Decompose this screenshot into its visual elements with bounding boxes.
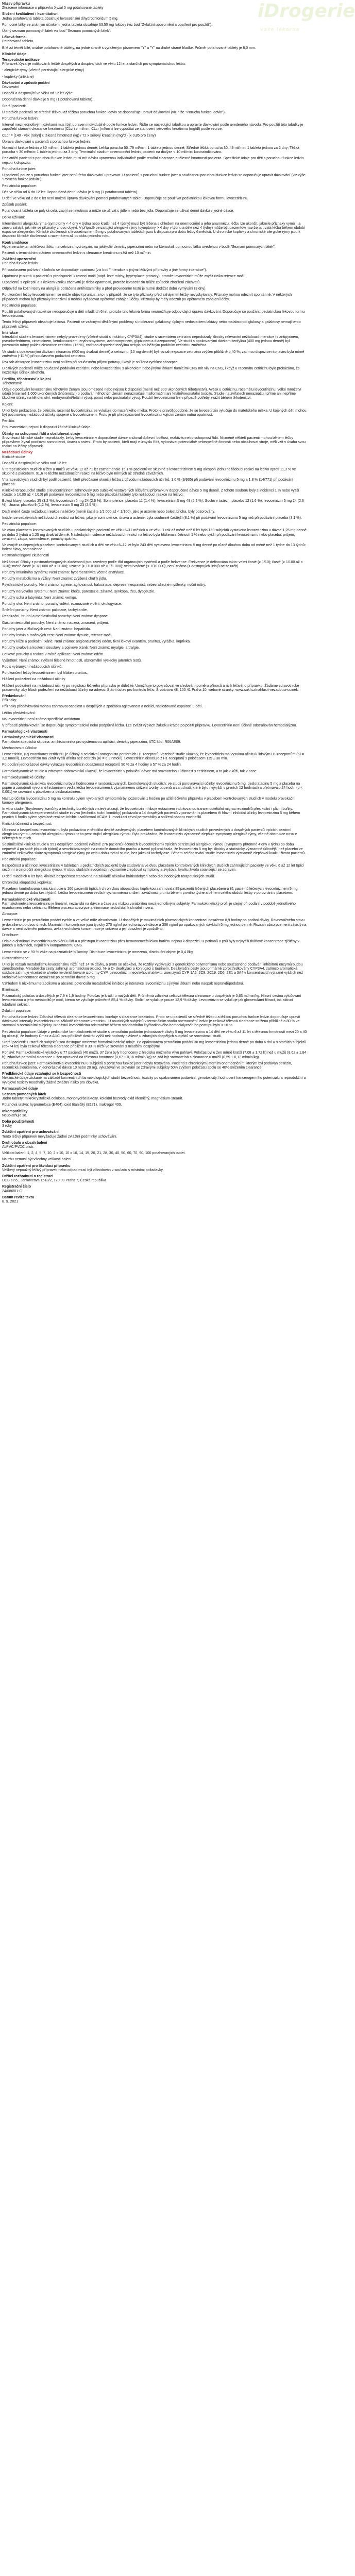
paragraph: Gastrointestinální poruchy: Není známo: nauzea, zvracení, průjem. <box>2 621 109 625</box>
document-section <box>2 736 307 895</box>
section-heading: Zvláštní upozornění <box>2 258 37 262</box>
watermark-tagline: vaše lékárna <box>260 27 300 32</box>
paragraph: Levocetirizin, (R) enantiomer cetirizinu, je účinný a selektivní antagonista periferních H1-receptorů. Vazebné studie ukázaly, že levocetirizin má vysokou afinitu k lidským H1-receptorům (Ki = 3,2 nmol/l). Levocetirizin má 2krát vyšší afinitu než cetirizin (Ki = 6,3 nmol/l). Levocetirizin disociuje z H1-receptorů s poločasem 115 ± 38 min. <box>2 753 305 761</box>
paragraph: Interakční studie s levocetirizinem nebyly provedeny (včetně studií s induktory CYP3A4); studie s racemátem cetirizinu neprokázaly klinicky relevantní nežádoucí interakce (s antipyrinem, pseudoefedrinem, cimetidinem, ketokonazolem, erythromycinem, azithromycinem, glipizidem a diazepamem). Ve studii s opakovanými dávkami teofylinu (400 mg jednou denně) byl pozorován mírný pokles clearance cetirizinu (16 %), zatímco dispozice teofylinu nebyla souběžným podáním cetirizinu změněna. <box>2 335 300 348</box>
paragraph: Poruchy nervového systému: Není známo: křeče, parestezie, závratě, synkopa, třes, dysgeuzie. <box>2 589 155 594</box>
paragraph: Příznaky: <box>2 699 18 703</box>
paragraph: Distribuce: <box>2 933 20 937</box>
paragraph: Léčba předávkování: <box>2 711 36 715</box>
paragraph: Zvláštní populace: <box>2 1009 31 1013</box>
paragraph: Pediatrická populace: <box>2 858 37 862</box>
paragraph: Bolest hlavy: placebo 25 (3,2 %), levocetirizin 5 mg 24 (2,6 %); Somnolence: placebo 11 (1,4 %), levocetirizin 5 mg 49 (5,2 %); Sucho v ústech: placebo 12 (1,6 %), levocetirizin 5 mg 24 (2,6 %); Únava: placebo 9 (1,2 %), levocetirizin 5 mg 23 (2,5 %). <box>2 499 305 507</box>
paragraph: Poruchy svalové a kosterní soustavy a pojivové tkáně: Není známo: myalgie, artralgie. <box>2 646 140 650</box>
paragraph: Odpověď na kožní testy na alergii je potlačena antihistaminiky a před provedením testů je nutné dodržet dobu vymývání (3 dny). <box>2 287 207 291</box>
paragraph: U lidí je rozsah metabolismu levocetirizinu nižší než 14 % dávky, a proto se očekává, že rozdíly vyplývající z genetického polymorfismu nebo současného podávání inhibitorů enzymů budou zanedbatelné. Metabolické cesty zahrnují aromatickou oxidaci, N- a O- dealkylaci a konjugaci s taurinem. Dealkylační cesty jsou primárně zprostředkovány CYP3A4, zatímco aromatická oxidace zahrnuje vícečetné a/nebo neidentifikované izoformy CYP. Levocetirizin neovlivňoval aktivitu izoenzymů CYP 1A2, 2C9, 2C19, 2D6, 2E1 a 3A4 v koncentracích výrazně vyšších než vrcholové koncentrace dosažené po perorální dávce 5 mg. <box>2 962 305 979</box>
paragraph: Starší pacienti: <box>2 104 26 108</box>
document-section <box>2 432 307 449</box>
document-section <box>2 1110 307 1118</box>
section-heading: Interakce <box>2 331 18 335</box>
paragraph: 8. 9. 2021 <box>2 1200 19 1204</box>
paragraph: Farmakokinetika levocetirizinu je lineární, nezávislá na dávce a čase a s nízkou variabilitou mezi jednotlivými subjekty. Farmakokinetický profil je stejný při podání v podobě jednotlivého enantiomeru nebo cetirizinu. Během procesu absorpce a eliminace nedochází k chirální inverzi. <box>2 902 297 910</box>
section-heading: Farmaceutické údaje <box>2 1087 38 1091</box>
paragraph: Porucha funkce ledvin: <box>2 262 39 266</box>
paragraph: Biotransformace: <box>2 956 29 960</box>
paragraph: Eliminace: <box>2 988 19 992</box>
document-section <box>2 1141 307 1162</box>
paragraph: Příznaky předávkování mohou zahrnovat ospalost u dospělých a zpočátku agitovanost a neklid, následované ospalostí u dětí. <box>2 705 203 709</box>
paragraph: Absorpce: <box>2 912 19 917</box>
section-heading: Seznam pomocných látek <box>2 1093 46 1097</box>
document-section <box>2 1130 307 1139</box>
paragraph: Velikost balení: 1, 2, 4, 5, 7, 10, 2 x 10, 10 x 10, 14, 15, 20, 21, 28, 30, 40, 50, 60, 70, 90, 100 potahovaných tablet. <box>2 1151 186 1156</box>
paragraph: Tento léčivý přípravek nevyžaduje žádné zvláštní podmínky uchovávání. <box>2 1134 117 1139</box>
section-heading: Farmakologické vlastnosti <box>2 730 47 734</box>
paragraph: 3 roky <box>2 1124 12 1128</box>
paragraph: V případě předávkování se doporučuje symptomatická nebo podpůrná léčba. Lze zvážit výplach žaludku krátce po požití přípravku. Levocetirizin není účinně odstraňován hemodialýzou. <box>2 724 297 727</box>
document-section <box>2 1196 307 1204</box>
paragraph: Postmarketingové zkušenosti <box>2 554 49 558</box>
section-heading: Dávkování a způsob podání <box>2 81 50 85</box>
paragraph: 24/086/01-C <box>2 1189 22 1193</box>
paragraph: Bezpečnost a účinnost levocetirizinu v tabletách u pediatrických pacientů byla studována ve dvou placebem kontrolovaných klinických studiích zahrnujících pacienty ve věku 6 až 12 let trpící sezónní a celoroční alergickou rýmou. V obou studiích levocetirizin významně zlepšoval symptomy a zvyšoval kvalitu života související se zdravím. <box>2 864 305 872</box>
paragraph: Přípravek Xyzal je indikován k léčbě dospělých a dospívajících ve věku 12 let a starších pro symptomatickou léčbu: <box>2 62 186 66</box>
paragraph: Poruchy ledvin a močových cest: Není známo: dysurie, retence moči. <box>2 633 112 637</box>
paragraph: Rozsah absorpce levocetirizinu není snížen při současném příjmu potravy, i když je snížena rychlost absorpce. <box>2 361 179 364</box>
document-section <box>2 1087 307 1091</box>
document-section <box>2 53 307 57</box>
document-section <box>2 1120 307 1128</box>
paragraph: Farmakodynamické účinky: <box>2 775 46 779</box>
paragraph: U lidí bylo prokázáno, že cetirizin, racemát levocetirizinu, se vylučuje do mateřského mléka. Proto je pravděpodobné, že se levocetirizin vylučuje do mateřského mléka. U kojených dětí mohou být pozorovány nežádoucí účinky spojené s levocetirizinem. Proto je při předepisování levocetirizinu kojícím ženám nutná opatrnost. <box>2 409 308 417</box>
paragraph: Intermitentní alergická rýma (symptomy < 4 dny v týdnu nebo kratší než 4 týdny) musí být léčena s ohledem na onemocnění a jeho anamnézu; léčbu lze ukončit, jakmile příznaky vymizí, a znovu zahájit, jakmile se příznaky znovu objeví. V případě perzistující alergické rýmy (symptomy > 4 dny v týdnu a déle než 4 týdny) může být pacientovi navržena trvalá léčba během období expozice alergenům. Klinické zkušenosti s levocetirizinem 5 mg v potahovaných tabletách jsou k dispozici pro dobu léčby 6 měsíců. U chronické kopřivky a chronické alergické rýmy jsou k dispozici klinické zkušenosti s racemátem až po dobu jednoho roku. <box>2 222 307 239</box>
paragraph: Pediatrická populace: Údaje z pediatrické farmakokinetické studie s perorálním podáním jednorázové dávky 5 mg levocetirizinu u 14 dětí ve věku 6 až 11 let s tělesnou hmotností mezi 20 a 40 kg ukazují, že hodnoty Cmax a AUC jsou přibližně dvakrát vyšší než hodnoty hlášené u zdravých dospělých subjektů ve srovnávací studii. <box>2 1030 308 1038</box>
paragraph: Klinická účinnost a bezpečnost: <box>2 822 53 826</box>
paragraph: Ve dvou placebem kontrolovaných studiích u pediatrických pacientů ve věku 6–11 měsíců a ve věku 1 rok až méně než 6 let bylo 159 subjektů vystaveno levocetirizinu v dávce 1,25 mg denně po dobu 2 týdnů a 1,25 mg dvakrát denně. Následující incidence nežádoucích reakcí na léčivo byla hlášena s četností 1 % nebo vyšší při podávání levocetirizinu nebo placeba: průjem, zvracení, zácpa, somnolence, poruchy spánku. <box>2 529 308 541</box>
paragraph: Po podání jednorázové dávky vykazuje levocetirizin obsazenost receptorů 90 % za 4 hodiny a 57 % za 24 hodin. <box>2 763 182 767</box>
document-body <box>2 2 307 2576</box>
paragraph: V terapeutických studiích u žen a mužů ve věku 12 až 71 let zaznamenalo 15,1 % pacientů ve skupině s levocetirizinem 5 mg alespoň jednu nežádoucí reakci na léčivo oproti 11,3 % ve skupině s placebem. 91,6 % těchto nežádoucích reakcí na léčivo bylo mírných až středně závažných. <box>2 468 297 476</box>
section-heading: Inkompatibility <box>2 1109 28 1113</box>
paragraph: Šestiměsíční klinická studie u 551 dospělých pacientů (včetně 276 pacientů léčených levocetirizinem) trpících perzistující alergickou rýmou (symptomy přítomné 4 dny v týdnu po dobu nejméně 4 po sobě jdoucích týdnů) a senzibilizovaných na roztoče domácího prachu a travní pyl prokázala, že levocetirizin 5 mg byl klinicky a statisticky významně účinnější než placebo ve zmírnění celkového skóre symptomů alergické rýmy po celou dobu trvání studie, bez jakékoli tachyfylaxe. Během celého trvání studie levocetirizin významně zlepšoval kvalitu života pacientů. <box>2 843 306 855</box>
paragraph: Pacienti s terminálním stádiem onemocnění ledvin s clearance kreatininu nižší než 10 ml/min. <box>2 251 151 255</box>
paragraph: Po ukončení léčby levocetirizinem byl hlášen pruritus. <box>2 671 88 675</box>
paragraph: Klinické studie <box>2 455 25 459</box>
document-section <box>2 730 307 734</box>
paragraph: Pohlaví: Farmakokinetické výsledky u 77 pacientů (40 mužů, 37 žen) byly hodnoceny z hlediska možného vlivu pohlaví. Poločas byl u žen mírně kratší (7,08 ± 1,72 h) než u mužů (8,62 ± 1,84 h); zdánlivá perorální clearance u žen upravená na tělesnou hmotnost (0,67 ± 0,16 ml/min/kg) se zdá být srovnatelná s clearance u mužů (0,59 ± 0,12 ml/min/kg). <box>2 1051 308 1059</box>
paragraph: Chronická idiopatická kopřivka: <box>2 880 52 885</box>
paragraph: Úprava dávkování u pacientů s poruchou funkce ledvin: <box>2 140 91 144</box>
paragraph: Porucha funkce ledvin: Zdánlivá tělesná clearance levocetirizinu koreluje s clearance kreatininu. Proto se u pacientů se středně těžkou a těžkou poruchou funkce ledvin doporučuje upravit dávkovací intervaly levocetirizinu na základě clearance kreatininu. U anurických subjektů v terminálním stadiu onemocnění ledvin je celková tělesná clearance snížena přibližně o 80 % ve srovnání s normálními subjekty. Množství levocetirizinu odstraněné během standardního čtyřhodinového hemodialyzačního postupu bylo < 10 %. <box>2 1015 301 1028</box>
paragraph: CLcr = [140 - věk (roky)] x tělesná hmotnost (kg) / 72 x sérový kreatinin (mg/dl) (x 0,85 pro ženy) <box>2 133 156 138</box>
paragraph: Psychiatrické poruchy: Není známo: agrese, agitovanost, halucinace, deprese, nespavost, sebevražedné myšlenky, noční můry. <box>2 583 206 587</box>
paragraph: Na levocetirizin není známo specifické antidotum. <box>2 717 81 721</box>
section-heading: Zvláštní opatření pro uchovávání <box>2 1130 59 1134</box>
paragraph: - alergické rýmy (včetně perzistující alergické rýmy) <box>2 69 84 73</box>
paragraph: Děti ve věku od 6 do 12 let: Doporučená denní dávka je 5 mg (1 potahovaná tableta). <box>2 190 138 194</box>
paragraph: Úplný seznam pomocných látek viz bod "Seznam pomocných látek". <box>2 29 111 33</box>
paragraph: Ve studii s opakovanými dávkami ritonaviru (600 mg dvakrát denně) a cetirizinu (10 mg denně) byl rozsah expozice cetirizinu zvýšen přibližně o 40 %, zatímco dispozice ritonaviru byla mírně změněna (-11 %) při současném podávání cetirizinu. <box>2 350 306 358</box>
paragraph: Farmakodynamická aktivita levocetirizinu byla hodnocena v randomizovaných, kontrolovaných studiích: ve studii porovnávající účinky levocetirizinu 5 mg, desloratadinu 5 mg a placeba na pupen a zarudnutí vyvolané histaminem vedla léčba levocetirizinem k významnému snížení tvorby pupenů a zarudnutí, které bylo nejvyšší v prvních 12 hodinách a přetrvávalo 24 hodin (p < 0,001) ve srovnání s placebem a desloratadinem. <box>2 782 304 794</box>
paragraph: Jedna potahovaná tableta obsahuje levocetirizini dihydrochloridum 5 mg. <box>2 16 119 21</box>
paragraph: Respirační, hrudní a mediastinální poruchy: Není známo: dyspnoe. <box>2 615 109 619</box>
paragraph: Celkové poruchy a reakce v místě aplikace: Není známo: edém. <box>2 652 105 656</box>
paragraph: U pacientů pouze s poruchou funkce jater není třeba dávkování upravovat. U pacientů s poruchou funkce jater a současnou poruchou funkce ledvin se doporučuje upravit dávkování (viz výše "Porucha funkce ledvin"). <box>2 174 307 182</box>
document-section <box>2 1093 307 1108</box>
paragraph: Délka užívání: <box>2 215 25 219</box>
paragraph: U citlivých pacientů může současné podávání cetirizinu nebo levocetirizinu s alkoholem nebo jinými látkami tlumícími CNS mít vliv na CNS, i když u racemátu cetirizinu bylo prokázáno, že nezesiluje účinek alkoholu. <box>2 367 301 375</box>
paragraph: Potahovaná tableta. <box>2 40 35 44</box>
paragraph: Jádro tablety: mikrokrystalická celulosa, monohydrát laktosy, koloidní bezvodý oxid křemičitý, magnesium-stearát. <box>2 1097 183 1101</box>
paragraph: Kojení: <box>2 402 13 406</box>
document-section <box>2 1175 307 1183</box>
section-heading: Datum revize textu <box>2 1195 35 1199</box>
paragraph: Porucha funkce jater: <box>2 167 37 171</box>
paragraph: Pediatričtí pacienti s poruchou funkce ledvin musí mít dávku upravenou individuálně podle renální clearance a tělesné hmotnosti pacienta. Specifické údaje pro děti s poruchou funkce ledvin nejsou k dispozici. <box>2 157 305 165</box>
paragraph: Pediatrická populace: <box>2 303 37 308</box>
paragraph: UCB s.r.o., Jankovcova 1518/2, 170 00 Praha 7, Česká republika <box>2 1179 106 1183</box>
paragraph: Účinnost a bezpečnost levocetirizinu byla prokázána v několika dvojitě zaslepených, placebem kontrolovaných klinických studiích provedených u dospělých pacientů trpících sezónní alergickou rýmou, celoroční alergickou rýmou nebo perzistující alergickou rýmou. Bylo prokázáno, že levocetirizin významně zlepšuje symptomy alergické rýmy, včetně obstrukce nosu v některých studiích. <box>2 828 298 841</box>
paragraph: U pacientů s epilepsií a s rizikem vzniku záchvatů je třeba opatrnosti, protože levocetirizin může způsobit zhoršení záchvatů. <box>2 280 201 284</box>
paragraph: Dospělí a dospívající ve věku nad 12 let: <box>2 461 67 465</box>
paragraph: Poruchy metabolismu a výživy: Není známo: zvýšená chuť k jídlu. <box>2 577 107 581</box>
paragraph: Srovnávací klinické studie neprokázaly, že by levocetirizin v doporučené dávce snižoval duševní bdělost, reaktivitu nebo schopnost řídit. Nicméně někteří pacienti mohou během léčby přípravkem Xyzal pociťovat somnolenci, únavu a astenii. Proto by pacienti, kteří mají v úmyslu řídit, vykonávat potenciálně nebezpečné činnosti nebo obsluhovat stroje, měli vzít v úvahu svou reakci na léčivý přípravek. <box>2 436 307 449</box>
paragraph: Potahová vrstva: hypromelosa (E464), oxid titaničitý (E171), makrogol 400. <box>2 1103 122 1107</box>
document-section <box>2 81 307 239</box>
document-section <box>2 451 307 692</box>
paragraph: Hlášení podezření na nežádoucí účinky po registraci léčivého přípravku je důležité. Umožňuje to pokračovat ve sledování poměru přínosů a rizik léčivého přípravku. Žádáme zdravotnické pracovníky, aby hlásili podezření na nežádoucí účinky na adresu: Státní ústav pro kontrolu léčiv, Šrobárova 48, 100 41 Praha 10, webové stránky: www.sukl.cz/nahlasit-nezadouci-ucinek. <box>2 684 300 692</box>
paragraph: Mechanismus účinku: <box>2 746 37 750</box>
paragraph: Ve dvojitě zaslepených placebem kontrolovaných studiích u dětí ve věku 6–12 let bylo 243 dětí vystaveno levocetirizinu 5 mg denně po různě dlouhou dobu od méně než 1 týdne do 13 týdnů: bolest hlavy, somnolence. <box>2 543 307 552</box>
paragraph: Hlášení podezření na nežádoucí účinky <box>2 677 65 682</box>
document-section <box>2 1185 307 1193</box>
paragraph: Hypersenzitivita na léčivou látku, na cetirizin, hydroxyzin, na jakékoliv deriváty piperazinu nebo na kteroukoli pomocnou látku uvedenou v bodě "Seznam pomocných látek". <box>2 245 276 249</box>
paragraph: - kopřivky (urtikárie) <box>2 75 34 79</box>
paragraph: Porucha funkce jater: Farmakokinetika levocetirizinu u subjektů s poruchou funkce jater nebyla testována. Pacienti s chronickým jaterním onemocněním, kterým byl podáván cetirizin, racemická sloučenina, v jednorázové dávce 10 nebo 20 mg, vykazovali ve srovnání se zdravými subjekty 50% zvýšení poločasu spolu se 40% snížením clearance. <box>2 1061 293 1070</box>
paragraph: Levocetirizin je po perorálním podání rychle a ve velké míře absorbován. U dospělých je maximálních plazmatických koncentrací dosaženo 0,9 hodiny po podání dávky. Rovnovážného stavu je dosaženo po dvou dnech. Maximální koncentrace jsou typicky 270 ng/ml po jednorázové dávce a 308 ng/ml po opakovaných dávkách 5 mg jednou denně. Rozsah absorpce není závislý na dávce a není ovlivněn potravou, avšak vrcholová koncentrace je snížena a její dosažení je zpožděno. <box>2 919 308 931</box>
section-heading: Kontraindikace <box>2 241 28 245</box>
section-heading: Složení kvalitativní i kvantitativní <box>2 12 59 16</box>
section-heading: Název přípravku <box>2 2 30 6</box>
paragraph: Farmakodynamické studie u zdravých dobrovolníků ukazují, že levocetirizin v poloviční dávce má srovnatelnou účinnost s cetirizinem, a to jak v kůži, tak v nose. <box>2 769 258 773</box>
paragraph: Al/PVC/PVDC blistr. <box>2 1145 35 1149</box>
section-heading: Držitel rozhodnutí o registraci <box>2 1175 54 1179</box>
section-heading: Léková forma <box>2 36 26 40</box>
document-section <box>2 2 307 10</box>
paragraph: Srdeční poruchy: Není známo: palpitace, tachykardie. <box>2 608 88 613</box>
paragraph: U starších pacientů se středně těžkou až těžkou poruchou funkce ledvin se doporučuje upravit dávkování (viz níže "Porucha funkce ledvin"). <box>2 110 226 114</box>
document-section <box>2 694 307 728</box>
paragraph: Veškerý nepoužitý léčivý přípravek nebo odpad musí být zlikvidován v souladu s místními požadavky. <box>2 1168 164 1172</box>
paragraph: Nástup účinku levocetirizinu 5 mg na kontrolu pylem vyvolaných symptomů byl pozorován 1 hodinu po užití léčivého přípravku v placebem kontrolovaných studiích v modelu provokační komory alergenem. <box>2 796 297 805</box>
document-section <box>2 12 307 33</box>
paragraph: Farmakoterapeutická skupina: antihistaminika pro systémovou aplikaci, deriváty piperazinu, ATC kód: R06AE09. <box>2 740 181 744</box>
section-heading: Farmakodynamické vlastnosti <box>2 736 54 740</box>
watermark-logo: iDrogerie <box>258 1 355 22</box>
paragraph: Porucha funkce ledvin: <box>2 117 39 121</box>
section-heading: Předklinické údaje vztahující se k bezpečnosti <box>2 1072 81 1076</box>
paragraph: Interval mezi jednotlivými dávkami musí být upraven individuálně podle funkce ledvin. Řiďte se následující tabulkou a upravte dávkování podle uvedeného návodu. Pro použití této tabulky je zapotřebí stanovit clearance kreatininu (CLcr) v ml/min. CLcr (ml/min) lze vypočítat ze stanovení sérového kreatininu (mg/dl) podle vzorce: <box>2 123 305 131</box>
document-section <box>2 241 307 256</box>
paragraph: Plazmatický poločas u dospělých je 7,9 ± 1,9 hodiny. Poločas je kratší u malých dětí. Průměrná zdánlivá celková tělesná clearance u dospělých je 0,63 ml/min/kg. Hlavní cestou vylučování levocetirizinu a jeho metabolitů je moč, kterou se vylučuje průměrně 85,4 % dávky. Stolicí se vylučuje pouze 12,9 % dávky. Levocetirizin se vylučuje jak glomerulární filtrací, tak aktivní tubulární sekrecí. <box>2 994 302 1007</box>
document-section <box>2 1072 307 1085</box>
document-section <box>2 378 307 430</box>
paragraph: Pediatrická populace: <box>2 184 37 188</box>
section-heading: Nežádoucí účinky <box>2 451 33 455</box>
section-heading: Účinky na schopnost řídit a obsluhovat stroje <box>2 432 80 436</box>
paragraph: Klinické terapeutické studie s levocetirizinem zahrnovaly 935 subjektů vystavených léčivému přípravku v doporučené dávce 5 mg denně. Z tohoto souboru byly s incidencí 1 % nebo vyšší (časté: ≥ 1/100 až < 1/10) při podávání levocetirizinu 5 mg nebo placeba hlášeny tyto nežádoucí reakce na léčivo: <box>2 488 300 497</box>
paragraph: Tento léčivý přípravek obsahuje laktosu. Pacienti se vzácnými dědičnými problémy s intolerancí galaktosy, úplným nedostatkem laktázy nebo malabsorpcí glukosy a galaktosy nemají tento přípravek užívat. <box>2 320 302 329</box>
paragraph: Pomocné látky se známým účinkem: jedna tableta obsahuje 63,50 mg laktosy (viz bod "Zvláštní upozornění a opatření pro použití"). <box>2 23 213 27</box>
paragraph: Na trhu nemusí být všechny velikosti balení. <box>2 1158 73 1162</box>
paragraph: Nežádoucí účinky z postmarketingových zkušeností jsou uvedeny podle tříd orgánových systémů a podle frekvence. Frekvence je definována takto: velmi časté (≥ 1/10); časté (≥ 1/100 až < 1/10); méně časté (≥ 1/1 000 až < 1/100); vzácné (≥ 1/10 000 až < 1/1 000); velmi vzácné (< 1/10 000), není známo (z dostupných údajů nelze určit). <box>2 560 304 568</box>
section-heading: Zvláštní opatření pro likvidaci přípravku <box>2 1164 71 1168</box>
paragraph: Vzhledem k nízkému metabolismu a absenci potenciálu metabolické inhibice je interakce levocetirizinu s jinými látkami nebo naopak nepravděpodobná. <box>2 981 244 986</box>
paragraph: Levocetirizin se z 90 % váže na plazmatické bílkoviny. Distribuce levocetirizinu je omezená, distribuční objem je 0,4 l/kg. <box>2 950 194 954</box>
paragraph: U dětí ve věku od 2 do 6 let není možná úprava dávkování pomocí potahovaných tablet. Doporučuje se používat pediatrickou lékovou formu levocetirizinu. <box>2 196 248 200</box>
paragraph: Pediatrická populace: <box>2 522 37 527</box>
paragraph: Potahovaná tableta se polyká celá, zapíjí se tekutinou a může se užívat s jídlem nebo bez jídla. Doporučuje se užívat denní dávku v jedné dávce. <box>2 209 234 213</box>
paragraph: V terapeutických studiích byl podíl pacientů, kteří předčasně ukončili léčbu z důvodu nežádoucích účinků, 1,0 % (9/935) při podávání levocetirizinu 5 mg a 1,8 % (14/771) při podávání placeba. <box>2 478 294 486</box>
paragraph: Bílé až téměř bílé, oválné potahované tablety, na jedné straně s vyraženým písmenem "Y" a "Y" na druhé straně hladké. Průměr potahované tablety je 8,0 mm. <box>2 46 256 50</box>
paragraph: Další méně časté nežádoucí reakce na léčivo (méně časté ≥ 1/1 000 až < 1/100), jako je astenie nebo bolest břicha, byly pozorovány. <box>2 510 215 514</box>
section-heading: Doba použitelnosti <box>2 1120 35 1124</box>
document-section <box>2 898 307 1071</box>
paragraph: Použití potahovaných tablet se nedoporučuje u dětí mladších 6 let, protože tato léková forma neumožňuje odpovídající úpravu dávkování. Doporučuje se používat pediatrickou lékovou formu levocetirizinu. <box>2 310 306 318</box>
section-heading: Klinické údaje <box>2 52 27 56</box>
document-section <box>2 331 307 376</box>
section-heading: Farmakokinetické vlastnosti <box>2 897 50 902</box>
document-section <box>2 36 307 50</box>
paragraph: Dávkování <box>2 86 20 90</box>
paragraph: Normální funkce ledvin ≥ 80 ml/min: 1 tableta jednou denně; Lehká porucha 50–79 ml/min: 1 tableta jednou denně; Středně těžká porucha 30–49 ml/min: 1 tableta jednou za 2 dny; Těžká porucha < 30 ml/min: 1 tableta jednou za 3 dny; Terminální stadium onemocnění ledvin, pacienti na dialýze < 10 ml/min: kontraindikováno. <box>2 146 300 155</box>
document-section <box>2 1164 307 1173</box>
paragraph: Pro levocetirizin nejsou k dispozici žádné klinické údaje. <box>2 426 92 430</box>
paragraph: Dospělí a dospívající ve věku od 12 let výše: <box>2 92 74 96</box>
paragraph: Těhotenství: <box>2 381 22 385</box>
paragraph: Vyšetření: Není známo: zvýšení tělesné hmotnosti, abnormální výsledky jaterních testů. <box>2 658 142 663</box>
paragraph: Při současném požívání alkoholu se doporučuje opatrnost (viz bod "Interakce s jinými léčivými přípravky a jiné formy interakce"). <box>2 268 207 272</box>
paragraph: U dětí mladších 6 let byla klinická bezpečnost stanovena na základě několika krátkodobých nebo dlouhodobých terapeutických studií. <box>2 874 215 878</box>
section-heading: Fertilita, těhotenství a kojení <box>2 377 51 381</box>
paragraph: Neklinické údaje získané na základě konvenčních farmakologických studií bezpečnosti, toxicity po opakovaném podávání, genotoxicity, hodnocení kancerogenního potenciálu a reprodukční a vývojové toxicity neodhalily žádné zvláštní riziko pro člověka. <box>2 1076 307 1084</box>
paragraph: In vitro studie (Boydenovy komůrky a techniky buněčných vrstev) ukazují, že levocetirizin inhibuje eotaxinem indukovanou transendoteliální migraci eozinofilů přes kožní i plicní buňky. Farmakodynamická experimentální studie in vivo (technika kožní komůrky) prokázala u 14 dospělých pacientů v porovnání s placebem tři hlavní inhibiční účinky levocetirizinu 5 mg během prvních 6 hodin pylem vyvolané reakce: inhibici uvolňování VCAM-1, modulaci cévní permeability a snížení náboru eozinofilů. <box>2 807 301 820</box>
paragraph: Údaje o podávání levocetirizinu těhotným ženám jsou omezené nebo nejsou k dispozici (méně než 300 ukončených těhotenství). Avšak u cetirizinu, racemátu levocetirizinu, velké množství údajů (více než 1 000 ukončených těhotenství) o podávání těhotným ženám nenaznačuje malformační ani fetální/neonatální toxicitu. Studie na zvířatech nenaznačují přímé ani nepřímé škodlivé účinky na těhotenství, embryonální/fetální vývoj, porod nebo postnatální vývoj. Použití levocetirizinu lze v případě potřeby zvážit během těhotenství. <box>2 388 302 400</box>
paragraph: Údaje o distribuci levocetirizinu do tkání u lidí a o přestupu levocetirizinu přes hematoencefalickou bariéru nejsou k dispozici. U potkanů a psů byly nejvyšší tkáňové koncentrace zjištěny v játrech a ledvinách, nejnižší v kompartmentu CNS. <box>2 940 300 948</box>
paragraph: Popis vybraných nežádoucích účinků: <box>2 665 63 669</box>
paragraph: Starší pacienti: U starších subjektů jsou dostupné omezené farmakokinetické údaje. Po opakovaném perorálním podání 30 mg levocetirizinu jednou denně po dobu 6 dní u 9 starších subjektů (65–74 let) byla celková tělesná clearance přibližně o 33 % nižší ve srovnání s mladšími dospělými. <box>2 1040 307 1049</box>
paragraph: Neuplatňuje se. <box>2 1113 27 1117</box>
document-section <box>2 258 307 329</box>
paragraph: Poruchy imunitního systému: Není známo: hypersenzitivita včetně anafylaxe. <box>2 570 125 574</box>
paragraph: Doporučená denní dávka je 5 mg (1 potahovaná tableta). <box>2 98 94 102</box>
section-heading: Terapeutické indikace <box>2 58 40 62</box>
paragraph: Opatrnost je nutná u pacientů s predispozicí k retenci moči (např. léze míchy, hyperplazie prostaty), protože levocetirizin může zvýšit riziko retence moči. <box>2 274 246 278</box>
paragraph: Fertilita: <box>2 419 15 423</box>
paragraph: Zkrácené informace o přípravku Xyzal 5 mg potahované tablety <box>2 6 104 10</box>
paragraph: Po ukončení léčby levocetirizinem se může objevit pruritus, a to i v případě, že se tyto příznaky před zahájením léčby nevyskytovaly. Příznaky mohou odeznít spontánně. V některých případech mohou být příznaky intenzivní a mohou vyžadovat opětovné zahájení léčby. Příznaky by měly odeznít po opětovném zahájení léčby. <box>2 293 293 301</box>
section-heading: Registrační číslo <box>2 1185 31 1189</box>
document-section <box>2 58 307 79</box>
section-heading: Předávkování <box>2 694 26 698</box>
section-heading: Druh obalu a obsah balení <box>2 1141 47 1145</box>
paragraph: Způsob podání: <box>2 203 27 207</box>
paragraph: Poruchy kůže a podkožní tkáně: Není známo: angioneurotický edém, fixní lékový exantém, pruritus, vyrážka, kopřivka. <box>2 640 191 644</box>
paragraph: Poruchy oka: Není známo: poruchy vidění, rozmazané vidění, okulogyrace. <box>2 602 122 606</box>
paragraph: Incidence sedativních nežádoucích reakcí na léčivo, jako je somnolence, únava a astenie, byla souhrnně častější (8,1 %) při podávání levocetirizinu 5 mg než při podávání placeba (3,1 %). <box>2 516 302 520</box>
paragraph: Poruchy jater a žlučových cest: Není známo: hepatitida. <box>2 627 91 631</box>
paragraph: Poruchy ucha a labyrintu: Není známo: vertigo. <box>2 596 77 600</box>
paragraph: Placebem kontrolovaná klinická studie u 166 pacientů trpících chronickou idiopatickou kopřivkou zahrnovala 85 pacientů léčených placebem a 81 pacientů léčených levocetirizinem 5 mg jednou denně po dobu šesti týdnů. Léčba levocetirizinem vedla k významnému snížení závažnosti pruritu během prvního týdne a během celého období léčby v porovnání s placebem. <box>2 887 299 895</box>
